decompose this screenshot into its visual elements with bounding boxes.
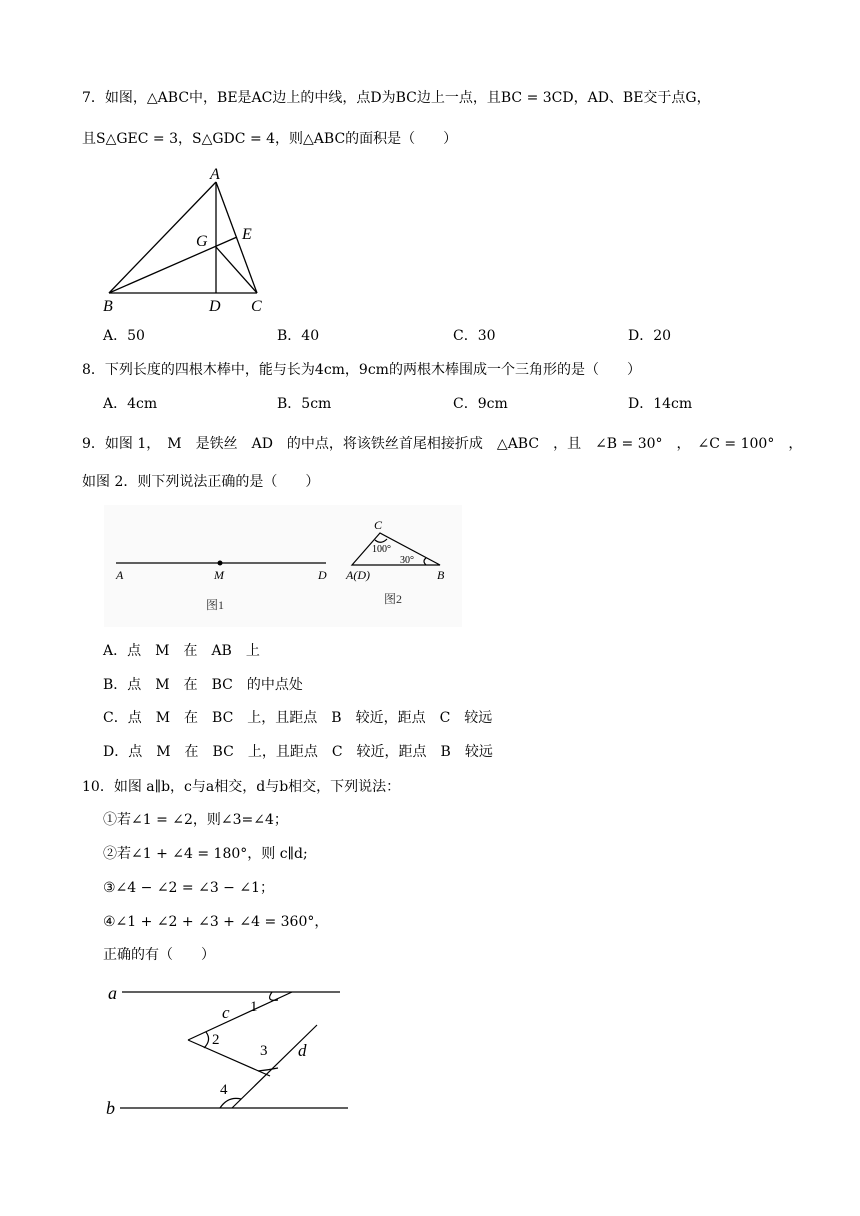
q9-option-b: B．点 M 在 BC 的中点处 (103, 677, 303, 693)
q10-angle-2: 2 (212, 1032, 220, 1048)
q8-option-d: D．14cm (628, 396, 693, 412)
q10-item-2: ②若∠1 + ∠4 = 180°，则 c∥d; (103, 846, 308, 862)
q7-label-G: G (196, 233, 208, 250)
q10-label-a: a (108, 983, 117, 1003)
q9-fig1-label-M: M (214, 568, 224, 582)
q7-option-a: A．50 (103, 328, 145, 344)
q9-stem-line2: 如图 2．则下列说法正确的是（ ） (82, 474, 320, 490)
q9-fig2-label-AD: A(D) (346, 568, 370, 582)
q9-fig1-label-D: D (318, 568, 327, 582)
q9-option-d: D．点 M 在 BC 上，且距点 C 较近，距点 B 较远 (103, 744, 493, 760)
q7-label-B: B (103, 298, 113, 315)
q9-midpoint-dot (218, 561, 223, 566)
q9-fig1-label-A: A (116, 568, 124, 582)
q9-option-a: A．点 M 在 AB 上 (103, 643, 260, 659)
q10-label-c: c (222, 1003, 230, 1022)
q10-stem: 10．如图 a∥b，c与a相交，d与b相交，下列说法： (82, 779, 401, 795)
q10-item-4: ④∠1 + ∠2 + ∠3 + ∠4 = 360°， (103, 914, 329, 930)
q7-label-D: D (209, 298, 221, 315)
q10-item-3: ③∠4 − ∠2 = ∠3 − ∠1； (103, 880, 274, 896)
q9-fig2-label-B: B (437, 568, 445, 582)
q9-fig2-angle-b: 30° (400, 555, 414, 566)
q9-fig2-caption: 图2 (384, 592, 403, 606)
q10-ask: 正确的有（ ） (103, 947, 215, 963)
q9-option-c: C．点 M 在 BC 上，且距点 B 较近，距点 C 较远 (103, 710, 493, 726)
q8-option-a: A．4cm (103, 396, 158, 412)
q8-option-c: C．9cm (453, 396, 508, 412)
q9-figure-panel (104, 505, 462, 627)
q7-option-c: C．30 (453, 328, 496, 344)
q9-fig2-label-C: C (374, 518, 383, 532)
q7-label-C: C (251, 298, 262, 315)
q10-angle-3: 3 (260, 1043, 268, 1059)
q7-label-A: A (210, 166, 220, 183)
q10-label-d: d (298, 1041, 307, 1060)
q7-label-E: E (242, 226, 252, 243)
q9-figures (104, 505, 462, 627)
q7-triangle-figure (98, 160, 278, 315)
q9-fig1-caption: 图1 (206, 598, 225, 612)
q10-item-1: ①若∠1 = ∠2，则∠3=∠4； (103, 812, 288, 828)
q10-angle-4: 4 (220, 1082, 228, 1098)
q10-angle-1: 1 (250, 999, 258, 1015)
q8-stem: 8．下列长度的四根木棒中，能与长为4cm，9cm的两根木棒围成一个三角形的是（ ） (82, 362, 641, 378)
q9-stem-line1: 9．如图 1， M 是铁丝 AD 的中点，将该铁丝首尾相接折成 △ABC ，且 ∠B = 30° ， ∠C = 100° ， (82, 436, 803, 452)
q8-option-b: B．5cm (277, 396, 332, 412)
q10-parallel-lines-figure (100, 978, 360, 1118)
q7-stem-line1: 7．如图，△ABC中，BE是AC边上的中线，点D为BC边上一点，且BC = 3CD，AD、BE交于点G， (82, 90, 711, 106)
q7-option-d: D．20 (628, 328, 672, 344)
q7-stem-line2: 且S△GEC = 3，S△GDC = 4，则△ABC的面积是（ ） (82, 131, 458, 147)
q10-label-b: b (106, 1098, 115, 1118)
q9-fig2-angle-c: 100° (372, 544, 391, 555)
q7-option-b: B．40 (277, 328, 320, 344)
